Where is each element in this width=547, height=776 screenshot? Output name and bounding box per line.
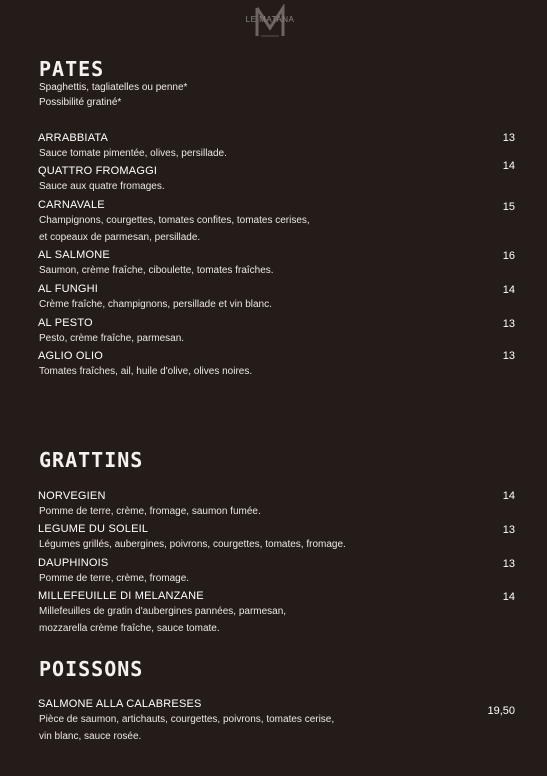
item-desc: vin blanc, sauce rosée. (39, 731, 142, 742)
item-name: AL FUNGHI (38, 283, 99, 295)
item-desc: Légumes grillés, aubergines, poivrons, courgettes, tomates, fromage. (39, 539, 346, 550)
item-name: AGLIO OLIO (38, 350, 103, 362)
menu-item-carnavale (38, 198, 515, 246)
item-desc: Sauce tomate pimentée, olives, persillade. (39, 148, 227, 159)
menu-item-quattro-fromaggi (38, 160, 515, 195)
item-desc: Crème fraîche, champignons, persillade et vin blanc. (39, 299, 272, 310)
item-price: 14 (502, 591, 515, 603)
item-name: SALMONE ALLA CALABRESES (38, 698, 202, 710)
item-desc: et copeaux de parmesan, persillade. (39, 232, 201, 243)
item-price: 15 (502, 201, 515, 213)
item-desc: Tomates fraîches, ail, huile d'olive, olives noires. (39, 366, 253, 377)
menu-item-dauphinois (38, 556, 515, 587)
item-desc: Pomme de terre, crème, fromage, saumon fumée. (39, 506, 261, 517)
logo-text: LE MATANA (245, 15, 295, 24)
item-price: 13 (502, 558, 515, 570)
restaurant-logo (239, 4, 301, 40)
intro-line: Spaghettis, tagliatelles ou penne* (39, 82, 188, 93)
menu-item-al-funghi (38, 282, 515, 313)
menu-item-legume-du-soleil (38, 522, 515, 553)
menu-item-arrabbiata (38, 131, 515, 162)
section-title-grattins: GRATTINS (39, 448, 144, 472)
section-title-poissons: POISSONS (39, 657, 144, 681)
item-price: 19,50 (487, 705, 515, 717)
item-desc: Pièce de saumon, artichauts, courgettes, poivrons, tomates cerise, (39, 714, 335, 725)
menu-item-al-pesto (38, 316, 515, 347)
item-price: 14 (502, 160, 515, 172)
item-name: AL PESTO (38, 317, 93, 329)
item-price: 13 (502, 524, 515, 536)
item-name: ARRABBIATA (38, 132, 109, 144)
item-name: CARNAVALE (38, 199, 105, 211)
intro-line: Possibilité gratiné* (39, 97, 122, 108)
item-desc: Champignons, courgettes, tomates confites, tomates cerises, (39, 215, 310, 226)
section-title-pates: PATES (39, 57, 105, 81)
item-desc: Saumon, crème fraîche, ciboulette, tomates fraîches. (39, 265, 274, 276)
item-desc: Sauce aux quatre fromages. (39, 181, 165, 192)
item-price: 16 (502, 250, 515, 262)
item-price: 14 (502, 490, 515, 502)
item-name: LEGUME DU SOLEIL (38, 523, 149, 535)
item-desc: Millefeuilles de gratin d'aubergines pannées, parmesan, (39, 606, 287, 617)
item-price: 13 (502, 318, 515, 330)
menu-item-aglio-olio (38, 349, 515, 380)
pates-intro (39, 80, 187, 110)
item-desc: Pesto, crème fraîche, parmesan. (39, 333, 185, 344)
menu-item-norvegien (38, 489, 515, 520)
item-price: 14 (502, 284, 515, 296)
item-price: 13 (502, 350, 515, 362)
item-name: AL SALMONE (38, 249, 110, 261)
menu-item-al-salmone (38, 248, 515, 279)
item-desc: Pomme de terre, crème, fromage. (39, 573, 190, 584)
item-name: MILLEFEUILLE DI MELANZANE (38, 590, 204, 602)
item-name: QUATTRO FROMAGGI (38, 165, 158, 177)
item-price: 13 (502, 132, 515, 144)
menu-item-millefeuille-di-melanzane (38, 589, 515, 637)
item-name: NORVEGIEN (38, 490, 106, 502)
menu-item-salmone-alla-calabreses (38, 697, 515, 745)
item-desc: mozzarella crème fraîche, sauce tomate. (39, 623, 220, 634)
item-name: DAUPHINOIS (38, 557, 109, 569)
